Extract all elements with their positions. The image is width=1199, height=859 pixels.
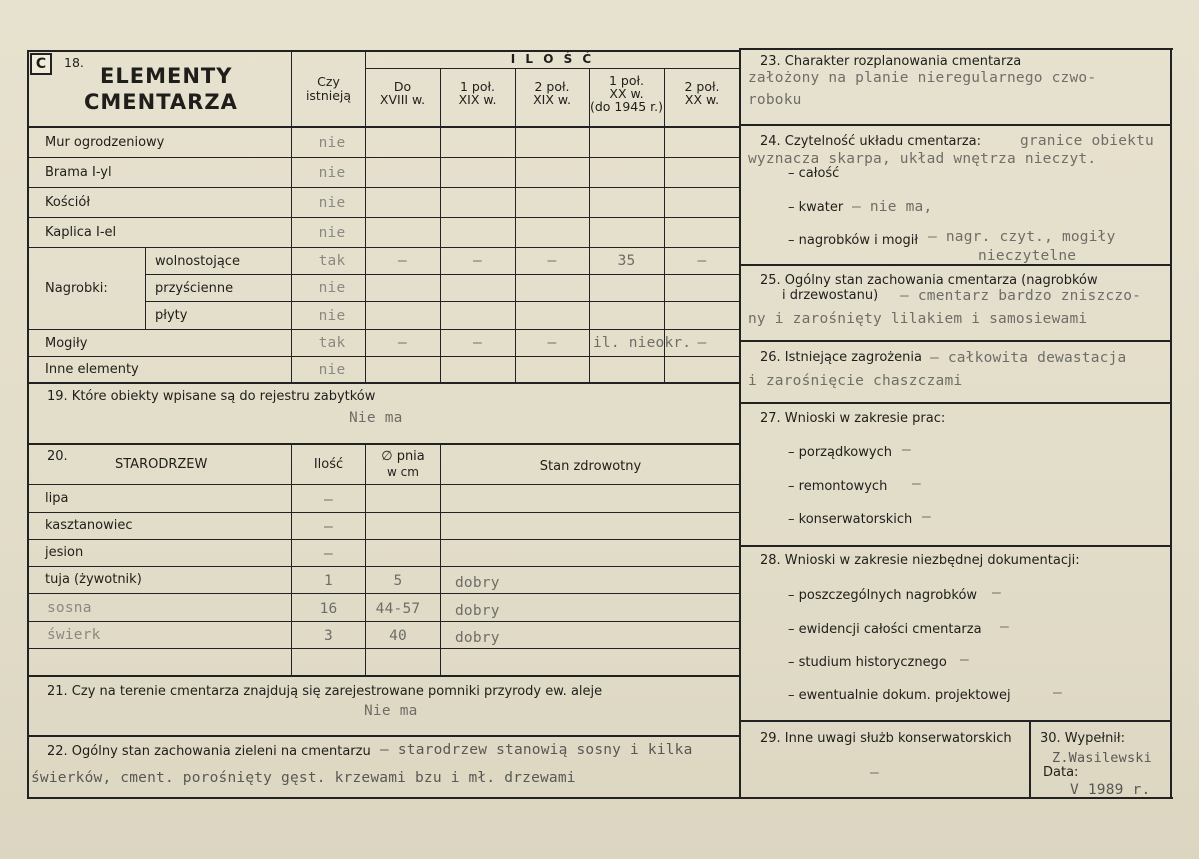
grid-line — [1029, 720, 1031, 799]
works-item-answer: – — [912, 476, 921, 492]
diameter-column-header-2: w cm — [387, 465, 419, 479]
section-18-title-line1: ELEMENTY — [100, 64, 233, 88]
section-30-label: 30. Wypełnił: — [1040, 731, 1125, 746]
grid-line — [27, 593, 740, 594]
tree-quantity: – — [324, 491, 333, 508]
element-exists-value: tak — [318, 253, 346, 269]
section-24-answer-line2: wyznacza skarpa, układ wnętrza nieczyt. — [748, 151, 1097, 167]
documentation-item-label: – ewentualnie dokum. projektowej — [788, 688, 1011, 703]
element-exists-value: nie — [318, 307, 346, 324]
section-26-answer-line2: i zarośnięcie chaszczami — [748, 373, 963, 389]
tree-quantity: 1 — [324, 573, 333, 589]
tree-diameter: 40 — [389, 628, 407, 644]
grid-line — [145, 274, 740, 275]
element-exists-value: nie — [318, 194, 346, 211]
section-20-title: STARODRZEW — [115, 457, 208, 472]
section-24-kwater-answer: – nie ma, — [852, 199, 933, 215]
works-item-answer: – — [922, 509, 931, 525]
period-value: – — [473, 335, 482, 351]
section-23-answer-line2: roboku — [748, 92, 802, 108]
section-24-calosc: – całość — [788, 166, 840, 181]
element-row-label: przyścienne — [155, 280, 234, 296]
section-24-nagrobkow: – nagrobków i mogił — [788, 233, 919, 248]
period-header-5-line1: 2 poł. — [684, 79, 720, 94]
period-value: – — [473, 253, 482, 269]
health-column-header: Stan zdrowotny — [539, 459, 642, 474]
exists-column-header-1: Czy — [317, 74, 340, 89]
grid-line — [27, 484, 740, 485]
period-header-4-line3: (do 1945 r.) — [589, 99, 664, 114]
documentation-item-answer: – — [960, 652, 969, 668]
documentation-item-answer: – — [992, 585, 1001, 601]
frame-line — [27, 50, 29, 799]
frame-line — [739, 50, 741, 799]
grid-line — [145, 301, 740, 302]
element-exists-value: nie — [318, 280, 346, 296]
exists-column-header-2: istnieją — [305, 88, 352, 103]
tree-quantity: 3 — [324, 628, 333, 644]
date-label: Data: — [1043, 765, 1079, 780]
tree-health: dobry — [455, 575, 500, 591]
frame-line — [1170, 48, 1172, 799]
section-26-answer-line1: – całkowita dewastacja — [930, 350, 1127, 366]
period-value: – — [697, 335, 707, 351]
grid-line — [27, 539, 740, 540]
grid-line — [739, 264, 1171, 266]
section-29-answer: – — [870, 765, 879, 781]
section-19-label: 19. Które obiekty wpisane są do rejestru zabytków — [47, 389, 376, 404]
tree-quantity: 16 — [319, 600, 338, 617]
element-row-label: Inne elementy — [45, 362, 139, 377]
grid-line — [27, 443, 740, 445]
diameter-column-header-1: ∅ pnia — [381, 449, 425, 464]
element-exists-value: tak — [318, 335, 346, 351]
period-header-1-line2: XVIII w. — [379, 92, 426, 107]
grid-line — [739, 720, 1171, 722]
tree-species: sosna — [47, 599, 92, 616]
section-24-answer-line1: granice obiektu — [1020, 133, 1154, 149]
period-value: 35 — [617, 253, 636, 269]
grid-line — [739, 340, 1171, 342]
section-21-label: 21. Czy na terenie cmentarza znajdują się zarejestrowane pomniki przyrody ew. aleje — [47, 684, 603, 699]
section-24-label: 24. Czytelność układu cmentarza: — [760, 134, 982, 149]
grid-line — [440, 443, 441, 675]
period-value: – — [398, 335, 407, 351]
section-24-nagrobkow-answer-line1: – nagr. czyt., mogiły — [928, 229, 1116, 245]
tree-quantity: – — [324, 519, 333, 535]
section-20-number: 20. — [47, 449, 68, 464]
section-18-number: 18. — [64, 55, 84, 70]
section-25-label-line2: i drzewostanu) — [782, 288, 879, 303]
section-22-label: 22. Ogólny stan zachowania zieleni na cmentarzu — [47, 744, 371, 759]
tree-health: dobry — [455, 630, 500, 646]
period-header-3-line1: 2 poł. — [534, 79, 570, 94]
tree-species: świerk — [47, 627, 101, 643]
grid-line — [27, 566, 740, 567]
period-header-5-line2: XX w. — [684, 92, 720, 107]
grid-line — [27, 648, 740, 649]
grid-line — [27, 735, 740, 737]
element-row-label: Mogiły — [45, 335, 88, 351]
section-28-label: 28. Wnioski w zakresie niezbędnej dokumentacji: — [760, 553, 1080, 568]
period-header-4-line1: 1 poł. — [608, 73, 645, 88]
grid-line — [365, 68, 740, 69]
tree-species: jesion — [45, 545, 84, 560]
section-27-label: 27. Wnioski w zakresie prac: — [760, 411, 946, 426]
nagrobki-label: Nagrobki: — [45, 281, 108, 296]
frame-line — [739, 48, 1173, 50]
grid-line — [27, 126, 740, 128]
filled-date: V 1989 r. — [1070, 782, 1151, 798]
grid-line — [145, 247, 146, 329]
element-row-label: Kościół — [45, 195, 91, 210]
grid-line — [27, 187, 740, 188]
filled-by-name: Z.Wasilewski — [1052, 750, 1152, 766]
element-row-label: wolnostojące — [155, 253, 240, 269]
period-header-2-line1: 1 poł. — [459, 79, 496, 94]
card-letter: C — [35, 56, 47, 72]
grid-line — [27, 217, 740, 218]
documentation-item-label: – ewidencji całości cmentarza — [788, 622, 982, 637]
period-value: – — [547, 253, 557, 269]
element-row-label: Mur ogrodzeniowy — [45, 135, 165, 150]
grid-line — [27, 382, 740, 384]
section-22-answer-line2: świerków, cment. porośnięty gęst. krzewami bzu i mł. drzewami — [31, 770, 576, 786]
period-header-2-line2: XIX w. — [458, 92, 497, 107]
grid-line — [739, 124, 1171, 126]
element-exists-value: nie — [318, 164, 346, 181]
period-header-3-line2: XIX w. — [533, 92, 571, 107]
tree-species: tuja (żywotnik) — [45, 572, 142, 587]
section-25-answer-line1: – cmentarz bardzo zniszczo- — [900, 288, 1142, 304]
section-23-answer-line1: założony na planie nieregularnego czwo- — [748, 70, 1097, 86]
period-header-1-line1: Do — [393, 79, 412, 94]
grid-line — [27, 356, 740, 357]
section-25-answer-line2: ny i zarośnięty lilakiem i samosiewami — [748, 311, 1088, 327]
grid-line — [739, 545, 1171, 547]
tree-diameter: 5 — [393, 573, 403, 589]
section-24-kwater: – kwater — [788, 200, 844, 215]
tree-quantity: – — [324, 546, 333, 562]
section-29-label: 29. Inne uwagi służb konserwatorskich — [760, 731, 1012, 746]
works-item-label: – remontowych — [788, 479, 888, 494]
element-row-label: Kaplica I-el — [45, 225, 117, 240]
period-value: – — [697, 253, 707, 269]
element-exists-value: nie — [318, 224, 346, 241]
grid-line — [27, 621, 740, 622]
section-26-label: 26. Istniejące zagrożenia — [760, 350, 922, 365]
element-row-label: płyty — [155, 308, 188, 323]
quantity-header: I L O Ś Ć — [510, 52, 595, 66]
documentation-item-label: – studium historycznego — [788, 655, 947, 670]
period-value: – — [398, 253, 407, 269]
grid-line — [27, 247, 740, 248]
tree-species: lipa — [45, 490, 69, 506]
element-row-label: Brama I-yl — [45, 165, 112, 180]
section-21-answer: Nie ma — [364, 703, 418, 719]
tree-diameter: 44-57 — [375, 600, 421, 617]
tree-species: kasztanowiec — [45, 518, 133, 533]
documentation-item-answer: – — [1053, 685, 1062, 701]
grid-line — [27, 675, 740, 677]
section-22-answer-line1: – starodrzew stanowią sosny i kilka — [380, 742, 693, 758]
documentation-item-label: – poszczególnych nagrobków — [788, 588, 978, 603]
section-24-nagrobkow-answer-line2: nieczytelne — [978, 248, 1077, 264]
grid-line — [27, 512, 740, 513]
grid-line — [739, 402, 1171, 404]
qty-column-header: Ilość — [313, 457, 344, 472]
element-exists-value: nie — [318, 134, 346, 151]
tree-health: dobry — [455, 602, 500, 619]
grid-line — [27, 329, 740, 330]
period-value: il. nieokr. — [593, 335, 692, 351]
section-19-answer: Nie ma — [349, 410, 403, 426]
period-value: – — [547, 335, 557, 351]
element-exists-value: nie — [318, 361, 346, 378]
works-item-label: – porządkowych — [788, 445, 892, 460]
frame-line — [27, 797, 741, 799]
works-item-label: – konserwatorskich — [788, 512, 913, 527]
section-25-label-line1: 25. Ogólny stan zachowania cmentarza (nagrobków — [760, 273, 1098, 288]
documentation-item-answer: – — [1000, 619, 1009, 635]
section-18-title-line2: CMENTARZA — [84, 90, 238, 114]
works-item-answer: – — [902, 442, 911, 458]
card-letter-box — [30, 53, 52, 75]
period-header-4-line2: XX w. — [609, 86, 644, 101]
section-23-label: 23. Charakter rozplanowania cmentarza — [760, 54, 1022, 69]
grid-line — [27, 157, 740, 158]
